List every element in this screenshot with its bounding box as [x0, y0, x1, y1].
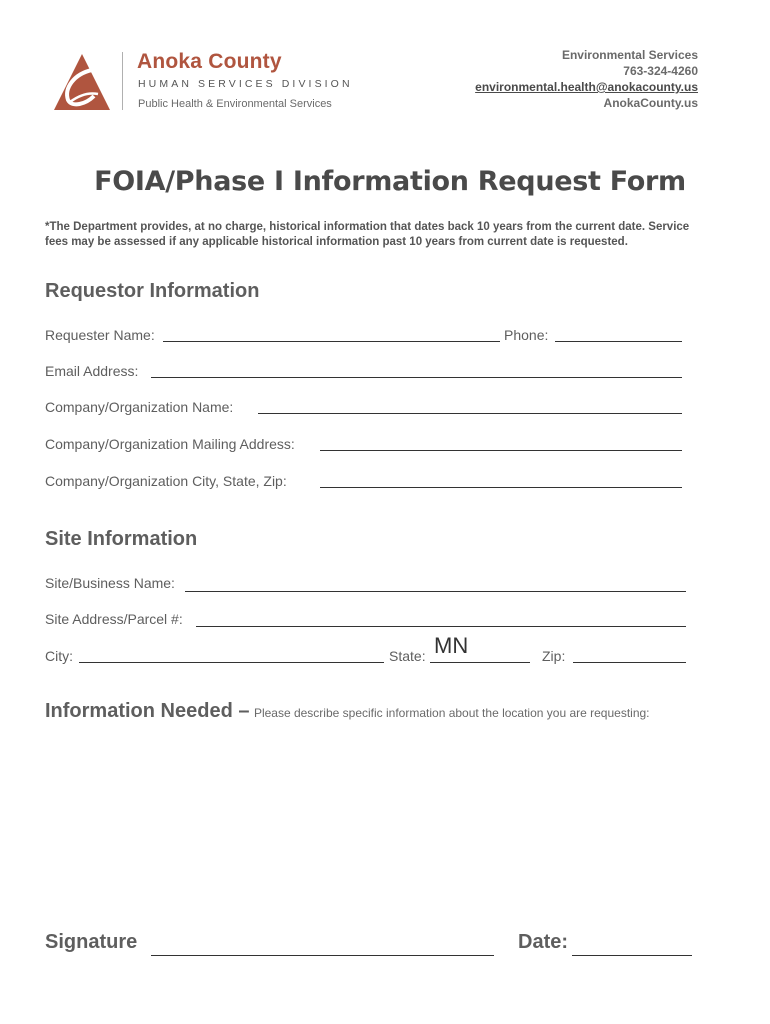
information-needed-instruction: Please describe specific information about the location you are requesting: — [253, 706, 650, 720]
phone-field[interactable] — [555, 341, 682, 342]
requester-name-label: Requester Name: — [45, 327, 155, 343]
signature-field[interactable] — [151, 955, 494, 956]
date-label: Date: — [518, 931, 569, 953]
company-mailing-address-label: Company/Organization Mailing Address: — [45, 436, 295, 452]
disclaimer-text: *The Department provides, at no charge, historical information that dates back 10 years from the current date. Service fees may be assessed if any applicable historical information past 10 years from current date is requested. — [45, 221, 690, 248]
company-name-label: Company/Organization Name: — [45, 399, 234, 415]
site-address-field[interactable] — [196, 626, 686, 627]
company-city-state-zip-field[interactable] — [320, 487, 682, 488]
contact-website: AnokaCounty.us — [603, 96, 698, 110]
contact-block — [475, 47, 698, 111]
form-title: FOIA/Phase I Information Request Form — [94, 166, 686, 197]
org-division: HUMAN SERVICES DIVISION — [138, 78, 353, 90]
company-city-state-zip-label: Company/Organization City, State, Zip: — [45, 473, 287, 489]
site-business-name-field[interactable] — [185, 591, 686, 592]
company-mailing-address-field[interactable] — [320, 450, 682, 451]
site-section-heading: Site Information — [45, 528, 198, 550]
email-address-label: Email Address: — [45, 363, 139, 379]
company-name-field[interactable] — [258, 413, 682, 414]
contact-phone: 763-324-4260 — [623, 64, 698, 78]
state-value: MN — [434, 633, 469, 658]
state-field[interactable] — [430, 662, 530, 663]
contact-email-link[interactable]: environmental.health@anokacounty.us — [475, 80, 698, 94]
site-address-label: Site Address/Parcel #: — [45, 611, 183, 627]
requester-name-field[interactable] — [163, 341, 500, 342]
anoka-county-logo-icon — [52, 52, 112, 112]
information-needed-title: Information Needed – — [45, 700, 250, 722]
site-business-name-label: Site/Business Name: — [45, 575, 175, 591]
zip-label: Zip: — [542, 648, 566, 664]
information-needed-heading — [45, 700, 650, 723]
org-subdivision: Public Health & Environmental Services — [138, 98, 332, 110]
phone-label: Phone: — [504, 327, 549, 343]
requestor-section-heading: Requestor Information — [45, 280, 260, 302]
contact-department: Environmental Services — [561, 48, 698, 62]
logo-divider — [122, 52, 123, 110]
city-label: City: — [45, 648, 73, 664]
zip-field[interactable] — [573, 662, 686, 663]
information-needed-area[interactable] — [45, 730, 685, 910]
signature-label: Signature — [45, 931, 138, 953]
email-address-field[interactable] — [151, 377, 682, 378]
state-label: State: — [389, 648, 426, 664]
org-name: Anoka County — [137, 50, 282, 73]
city-field[interactable] — [79, 662, 384, 663]
date-field[interactable] — [572, 955, 692, 956]
